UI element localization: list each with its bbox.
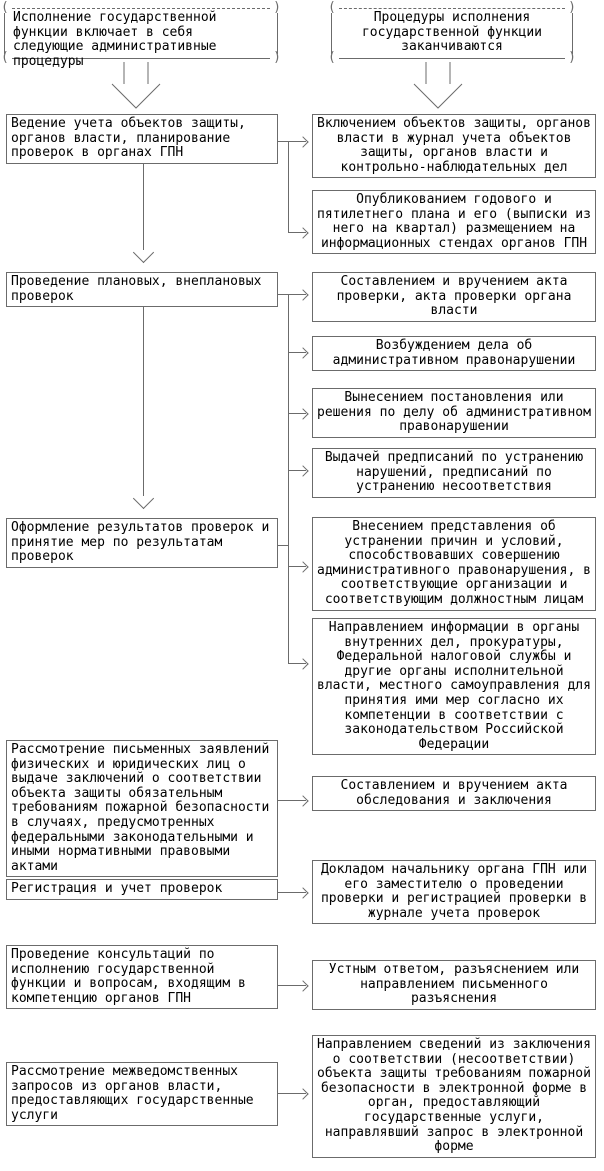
- result-box-12: [312, 1035, 596, 1158]
- result-box-11: [312, 960, 596, 1010]
- right-arrowhead-icon: [297, 227, 308, 238]
- procedure-label: Проведение консультаций по исполнению государственной функции и вопросам, входящим в компетенцию органов ГПН: [11, 947, 246, 1006]
- right-arrowhead-icon: [297, 408, 308, 419]
- result-box-7: [312, 517, 596, 611]
- result-label: Докладом начальнику органа ГПН или его заместителю о проведении проверки и регистрацией проверки в журнале учета проверок: [320, 862, 588, 921]
- right-arrowhead-icon: [297, 795, 308, 806]
- procedure-box-4: [6, 740, 278, 877]
- connector-proc1-proc2: [143, 164, 144, 250]
- result-box-10: [312, 860, 596, 924]
- connector-proc2-proc3-spine: [288, 294, 289, 663]
- result-label: Внесением представления об устранении причин и условий, способствовавших совершению административного правонарушения, в соответствующие организации и соответствующим должностным лицам: [317, 519, 591, 607]
- result-label: Направлением сведений из заключения о соответствии (несоответствии) объекта защиты требованиям пожарной безопасности в электронной форме в орган, предоставляющий государственные услуги, направлявший запрос в электронной форме: [317, 1037, 591, 1155]
- procedure-label: Ведение учета объектов защиты, органов власти, планирование проверок в органах ГПН: [11, 116, 246, 161]
- connector-proc2-proc3: [143, 307, 144, 496]
- terminator-start-label: ( Исполнение государственной функции включает в себя следующие административные процедуры: [13, 10, 217, 69]
- procedure-box-2: [6, 272, 278, 307]
- result-box-5: [312, 388, 596, 438]
- procedure-box-6: [6, 945, 278, 1009]
- result-label: Выдачей предписаний по устранению нарушений, предписаний по устранению несоответствия: [324, 450, 584, 495]
- result-box-8: [312, 618, 596, 755]
- result-box-9: [312, 776, 596, 811]
- hollow-down-arrow-icon: [110, 62, 162, 110]
- procedure-label: Рассмотрение межведомственных запросов из органов власти, предоставляющих государственные услуги: [11, 1064, 254, 1123]
- result-label: Включением объектов защиты, органов власти в журнал учета объектов защиты, органов власти и контрольно-наблюдательных дел: [317, 116, 591, 175]
- right-arrowhead-icon: [297, 658, 308, 669]
- right-arrowhead-icon: [297, 980, 308, 991]
- result-box-1: [312, 114, 596, 178]
- result-label: Возбуждением дела об административном правонарушении: [332, 338, 576, 368]
- procedure-box-5: [6, 879, 278, 900]
- right-arrowhead-icon: [297, 347, 308, 358]
- right-arrowhead-icon: [297, 465, 308, 476]
- terminator-end-label: ( Процедуры исполнения государственной функции заканчиваются: [361, 10, 542, 55]
- down-arrowhead-icon: [133, 488, 154, 509]
- result-label: Устным ответом, разъяснением или направлением письменного разъяснения: [328, 962, 580, 1007]
- result-label: Опубликованием годового и пятилетнего плана и его (выписки из него на квартал) размещением на информационных стендах органов ГПН: [317, 192, 591, 251]
- hollow-down-arrow-icon: [412, 62, 464, 110]
- right-arrowhead-icon: [297, 136, 308, 147]
- result-box-6: [312, 448, 596, 498]
- procedure-box-1: [6, 114, 278, 164]
- right-arrowhead-icon: [297, 561, 308, 572]
- procedure-label: Проведение плановых, внеплановых проверок: [11, 274, 262, 304]
- down-arrowhead-icon: [133, 242, 154, 263]
- connector-proc1-spine: [288, 141, 289, 233]
- procedure-label: Оформление результатов проверок и принятие мер по результатам проверок: [11, 520, 270, 565]
- right-arrowhead-icon: [297, 1088, 308, 1099]
- result-box-3: [312, 272, 596, 322]
- right-arrowhead-icon: [297, 887, 308, 898]
- result-label: Вынесением постановления или решения по делу об административном правонарушении: [317, 390, 591, 435]
- procedure-label: Рассмотрение письменных заявлений физических и юридических лиц о выдаче заключений о соответствии объекта защиты обязательным требованиям пожарной безопасности в случаях, предусмотренных федеральными законодательными и иными нормативными правовыми актами: [11, 742, 270, 874]
- procedure-label: Регистрация и учет проверок: [11, 881, 223, 896]
- procedure-box-3: [6, 518, 278, 568]
- right-arrowhead-icon: [297, 289, 308, 300]
- result-box-4: [312, 336, 596, 371]
- result-label: Составлением и вручением акта проверки, акта проверки органа власти: [336, 274, 572, 319]
- result-label: Направлением информации в органы внутренних дел, прокуратуры, Федеральной налоговой службы и другие органы исполнительной власти, местного самоуправления для принятия ими мер согласно их компетенции в соответствии с законодательством Российской Федерации: [317, 620, 591, 752]
- connector-proc3-spine: [278, 545, 288, 546]
- terminator-end: [330, 5, 574, 62]
- result-box-2: [312, 190, 596, 254]
- result-label: Составлением и вручением акта обследования и заключения: [340, 778, 568, 808]
- terminator-start: [3, 5, 279, 69]
- procedure-box-7: [6, 1062, 278, 1126]
